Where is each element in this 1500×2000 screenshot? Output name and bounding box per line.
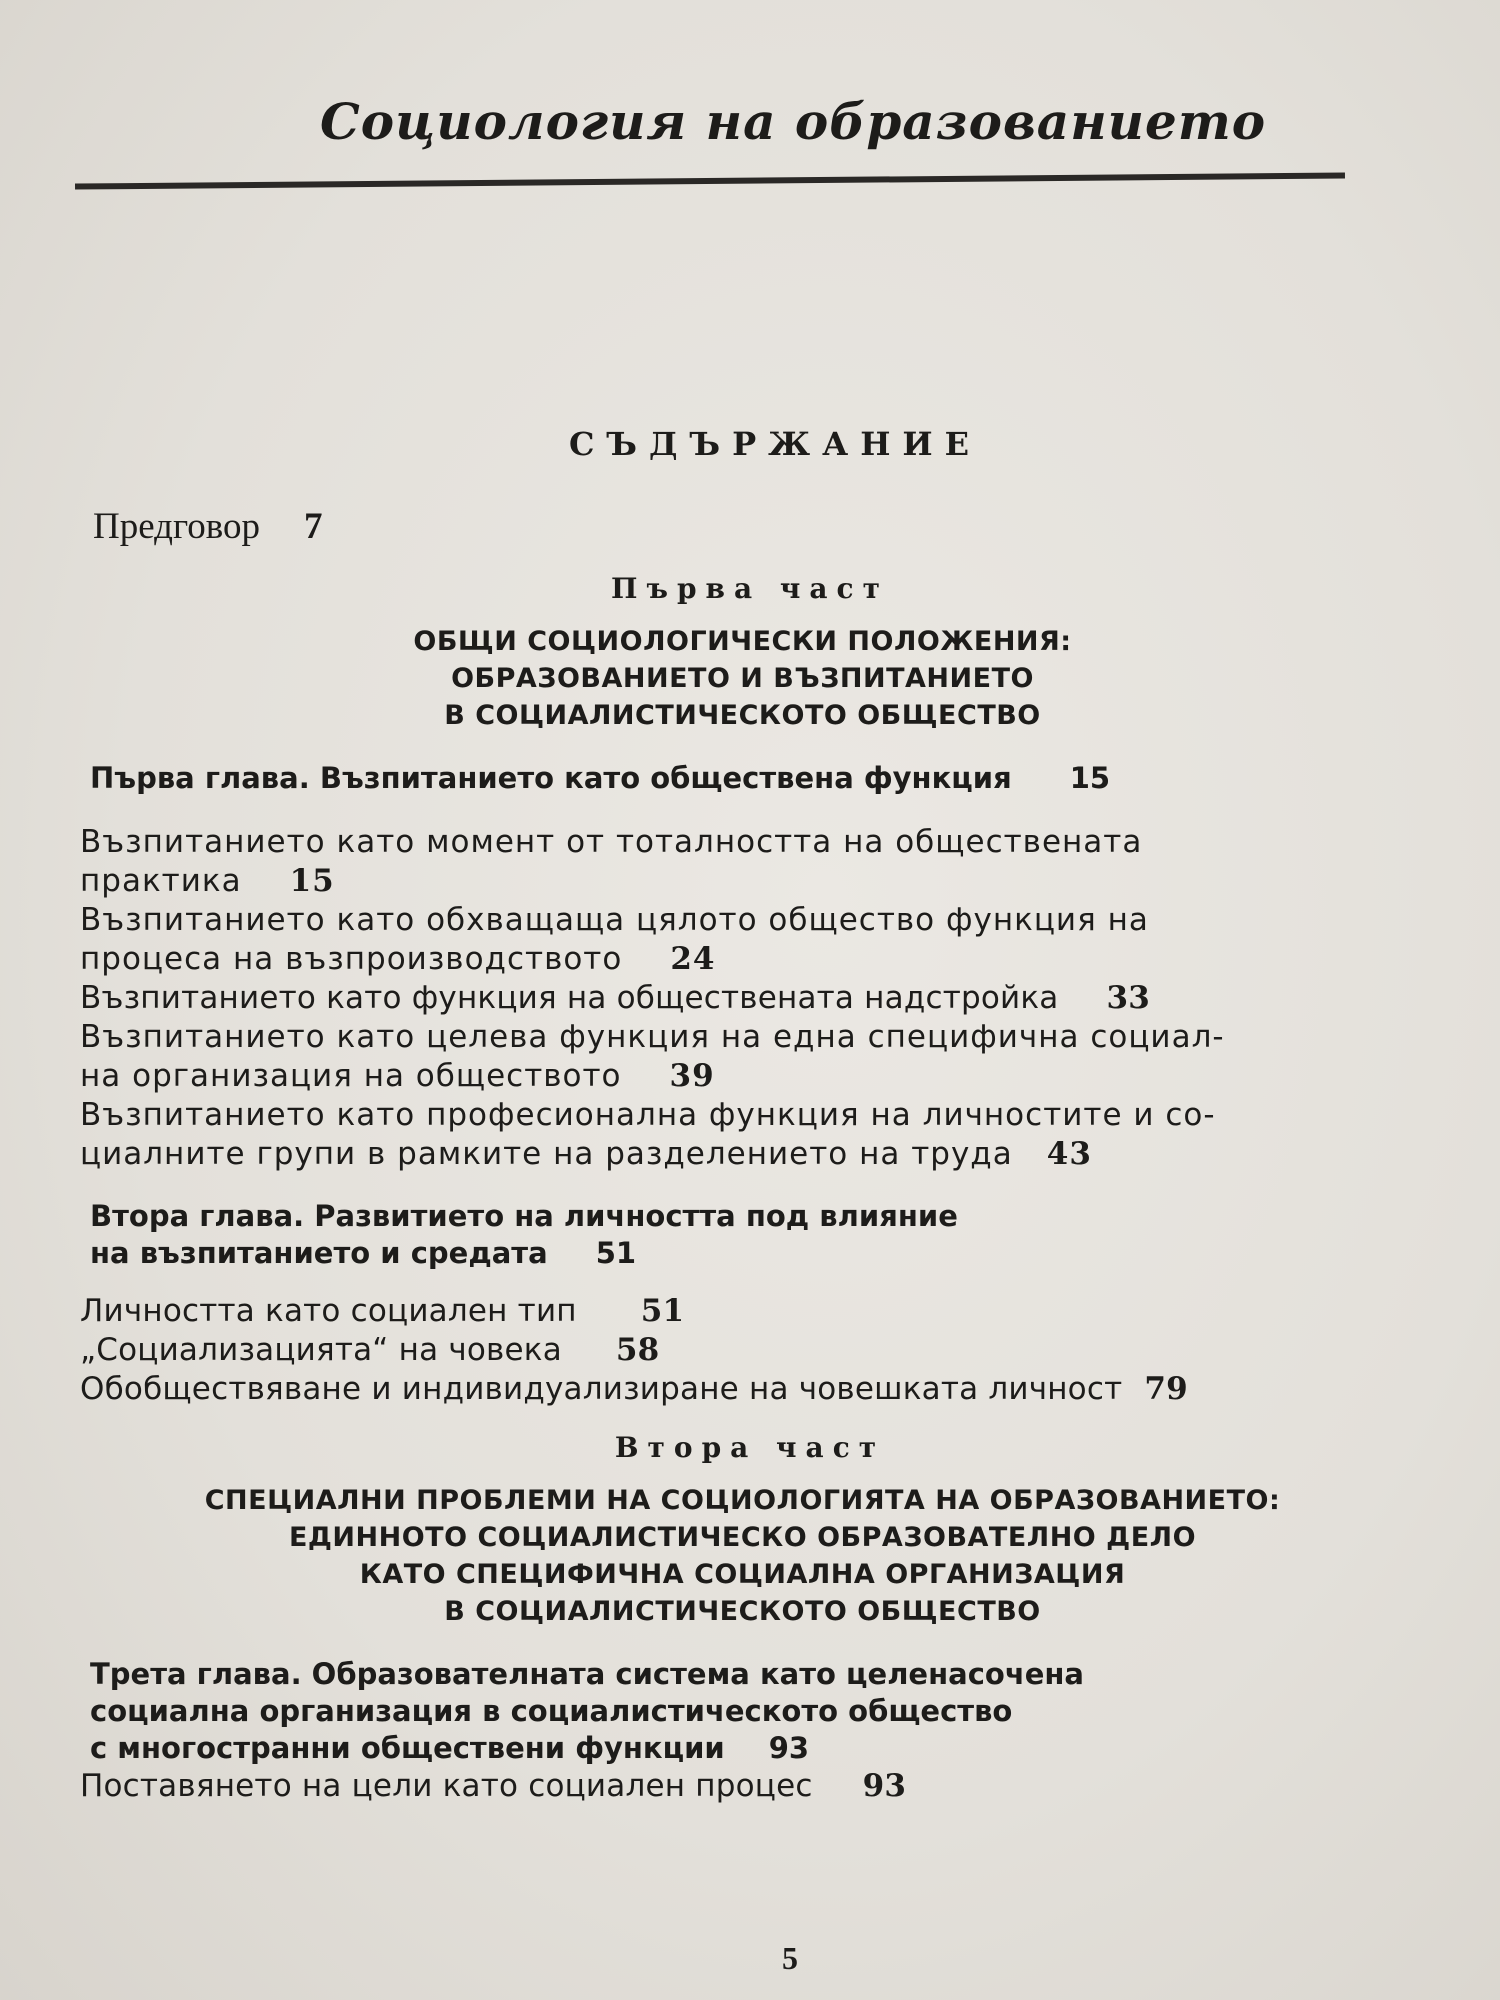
section-line: [80, 1135, 1350, 1174]
table-of-contents: [80, 505, 1350, 1806]
chapter-title: Първа глава. Възпитанието като обществена функция: [90, 761, 1012, 795]
section-entry: [80, 1370, 1350, 1409]
section-entry: [80, 1096, 1350, 1174]
page-number: 51: [595, 1236, 637, 1270]
chapter-3-entry: [90, 1656, 1350, 1767]
section-text: Обобществяване и индивидуализиране на човешката личност: [80, 1371, 1123, 1407]
section-line: [80, 940, 1350, 979]
section-text: на организация на обществото: [80, 1058, 622, 1094]
page-number: 58: [615, 1332, 660, 1368]
section-entry: [80, 1331, 1350, 1370]
chapter-2-entry: [90, 1198, 1350, 1272]
running-head: Социология на образованието: [320, 92, 1267, 151]
section-line: [80, 1057, 1350, 1096]
section-line: [80, 1331, 1350, 1370]
section-entry: [80, 979, 1350, 1018]
page-number: 51: [640, 1293, 685, 1329]
chapter-line: Втора глава. Развитието на личността под влияние: [90, 1199, 958, 1233]
section-line: Възпитанието като момент от тоталността на обществената: [80, 824, 1143, 860]
section-line: [80, 1767, 1350, 1806]
page-number: 24: [670, 941, 716, 977]
page-number: 7: [303, 506, 323, 547]
contents-title: СЪДЪРЖАНИЕ: [568, 425, 982, 463]
part-heading-line: ОБЩИ СОЦИОЛОГИЧЕСКИ ПОЛОЖЕНИЯ:: [413, 626, 1072, 657]
part-2-title: Втора част: [614, 1431, 886, 1464]
chapter-1-entry: [90, 760, 1350, 797]
part-2-heading: [80, 1482, 1350, 1630]
part-heading-line: В СОЦИАЛИСТИЧЕСКОТО ОБЩЕСТВО: [444, 700, 1041, 731]
page-folio-number: 5: [782, 1940, 798, 1976]
chapter-title: с многостранни обществени функции: [90, 1731, 725, 1765]
toc-entry-preface: [93, 505, 1350, 548]
section-line: [80, 1370, 1350, 1409]
page-number: 79: [1144, 1371, 1188, 1407]
section-line: Възпитанието като целева функция на една специфична социал-: [80, 1019, 1225, 1055]
section-entry: [80, 1018, 1350, 1096]
section-entry: [80, 901, 1350, 979]
section-text: Личността като социален тип: [80, 1293, 577, 1329]
page-number: 93: [768, 1731, 810, 1765]
section-entry: [80, 1767, 1350, 1806]
section-text: „Социализацията“ на човека: [80, 1332, 562, 1368]
chapter-title: на възпитанието и средата: [90, 1236, 548, 1270]
part-1-heading: [80, 623, 1350, 734]
toc-entry-label: Предговор: [93, 506, 260, 547]
part-heading-line: КАТО СПЕЦИФИЧНА СОЦИАЛНА ОРГАНИЗАЦИЯ: [359, 1559, 1126, 1590]
section-text: практика: [80, 863, 242, 899]
page-number: 93: [862, 1768, 907, 1804]
page-number: 15: [1069, 761, 1111, 795]
chapter-line: социална организация в социалистическото общество: [90, 1694, 1013, 1728]
chapter-line: [90, 760, 1350, 797]
section-entry: [80, 1292, 1350, 1331]
part-heading-line: ОБРАЗОВАНИЕТО И ВЪЗПИТАНИЕТО: [451, 663, 1034, 694]
page-number: 39: [669, 1058, 715, 1094]
section-line: Възпитанието като професионална функция на личностите и со-: [80, 1097, 1216, 1133]
section-text: Поставянето на цели като социален процес: [80, 1768, 813, 1804]
part-1-title: Първа част: [611, 572, 889, 605]
chapter-line: [90, 1235, 1350, 1272]
section-line: [80, 862, 1350, 901]
part-heading-line: В СОЦИАЛИСТИЧЕСКОТО ОБЩЕСТВО: [444, 1596, 1041, 1627]
section-line: [80, 979, 1350, 1018]
section-text: циалните групи в рамките на разделението на труда: [80, 1136, 1013, 1172]
page-number: 43: [1046, 1136, 1092, 1172]
part-heading-line: ЕДИННОТО СОЦИАЛИСТИЧЕСКО ОБРАЗОВАТЕЛНО ДЕЛО: [288, 1522, 1197, 1553]
chapter-line: Трета глава. Образователната система като целенасочена: [90, 1657, 1085, 1691]
section-line: Възпитанието като обхващаща цялото общество функция на: [80, 902, 1149, 938]
section-entry: [80, 823, 1350, 901]
header-rule: [75, 172, 1345, 189]
chapter-line: [90, 1730, 1350, 1767]
section-line: [80, 1292, 1350, 1331]
section-text: Възпитанието като функция на обществената надстройка: [80, 980, 1059, 1016]
section-text: процеса на възпроизводството: [80, 941, 623, 977]
part-heading-line: СПЕЦИАЛНИ ПРОБЛЕМИ НА СОЦИОЛОГИЯТА НА ОБРАЗОВАНИЕТО:: [204, 1485, 1281, 1516]
page-number: 33: [1106, 980, 1151, 1016]
page-number: 15: [289, 863, 335, 899]
